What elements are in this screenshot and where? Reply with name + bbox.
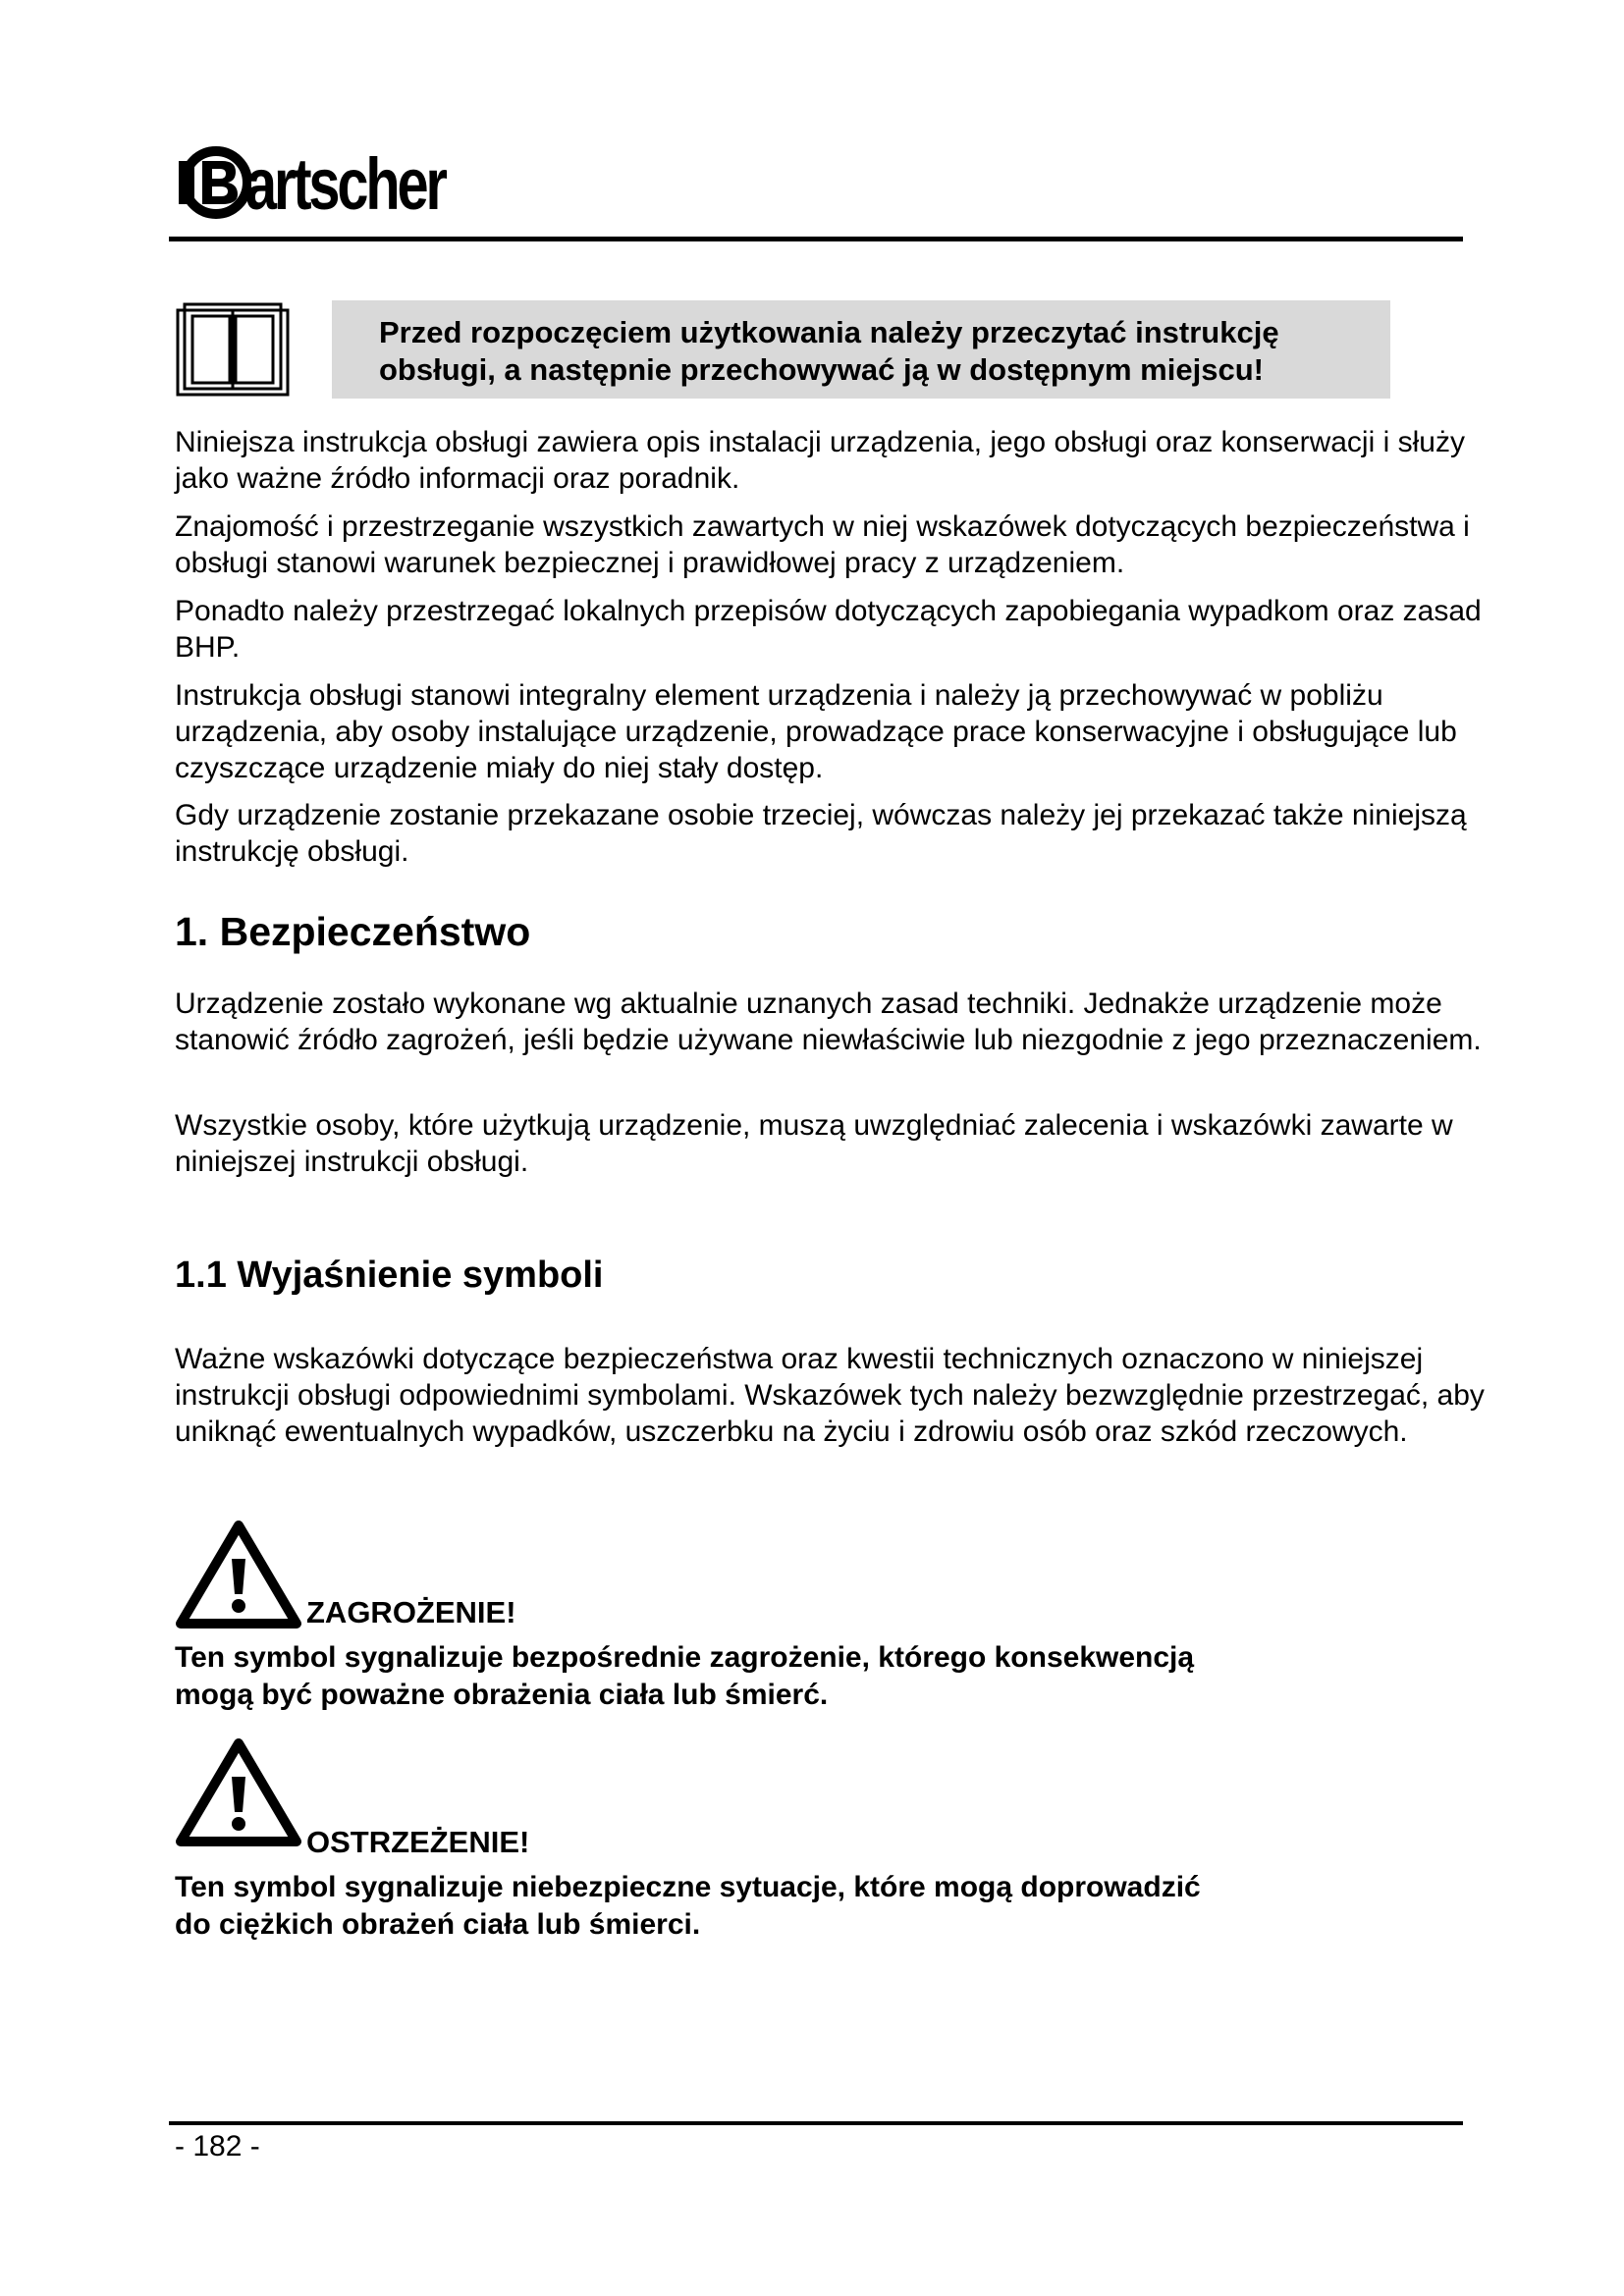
brand-name: artscher [245,143,445,225]
brand-logo [175,137,501,228]
section-heading: 1. Bezpieczeństwo [175,909,531,954]
page-number: - 182 - [175,2130,260,2163]
intro-paragraph: Znajomość i przestrzeganie wszystkich zawartych w niej wskazówek dotyczących bezpieczeństwa i obsługi stanowi warunek bezpiecznej i prawidłowej pracy z urządzeniem. [175,510,1470,579]
intro-paragraph: Niniejsza instrukcja obsługi zawiera opis instalacji urządzenia, jego obsługi oraz konserwacji i służy jako ważne źródło informacji oraz poradnik. [175,426,1465,495]
intro-paragraph: Ponadto należy przestrzegać lokalnych przepisów dotyczących zapobiegania wypadkom oraz zasad BHP. [175,595,1482,664]
danger-triangle-icon [175,1520,302,1629]
notice-line: obsługi, a następnie przechowywać ją w dostępnym miejscu! [379,352,1264,387]
warning-triangle-icon [175,1737,302,1847]
warning-description [175,1869,1451,1944]
section-paragraph: Urządzenie zostało wykonane wg aktualnie uznanych zasad techniki. Jednakże urządzenie może stanowić źródło zagrożeń, jeśli będzie używane niewłaściwie lub niezgodnie z jego przeznaczeniem. [175,988,1482,1056]
section-paragraph: Wszystkie osoby, które użytkują urządzenie, muszą uwzględniać zalecenia i wskazówki zawarte w niniejszej instrukcji obsługi. [175,1109,1453,1178]
open-book-icon [175,300,291,399]
subsection-heading: 1.1 Wyjaśnienie symboli [175,1255,604,1296]
warning-line: Ten symbol sygnalizuje bezpośrednie zagrożenie, którego konsekwencją [175,1641,1195,1674]
header-rule [169,237,1463,241]
notice-line: Przed rozpoczęciem użytkowania należy przeczytać instrukcję [379,315,1279,349]
warning-line: do ciężkich obrażeń ciała lub śmierci. [175,1908,701,1941]
warning-label: OSTRZEŻENIE! [306,1825,530,1859]
subsection-paragraph: Ważne wskazówki dotyczące bezpieczeństwa oraz kwestii technicznych oznaczono w niniejszej instrukcji obsługi odpowiednimi symbolami. Wskazówek tych należy bezwzględnie przestrzegać, aby uniknąć ewentualnych wypadków, uszczerbku na życiu i zdrowiu osób oraz szkód rzeczowych. [175,1343,1485,1448]
danger-description [175,1639,1451,1714]
bartscher-b-emblem-icon [175,137,251,228]
warning-line: Ten symbol sygnalizuje niebezpieczne sytuacje, które mogą doprowadzić [175,1871,1201,1903]
intro-paragraph: Instrukcja obsługi stanowi integralny element urządzenia i należy ją przechowywać w pobliżu urządzenia, aby osoby instalujące urządzenie, prowadzące prace konserwacyjne i obsługujące lub czyszczące urządzenie miały do niej stały dostęp. [175,679,1457,784]
intro-paragraph: Gdy urządzenie zostanie przekazane osobie trzeciej, wówczas należy jej przekazać także niniejszą instrukcję obsługi. [175,799,1467,868]
footer-rule [169,2121,1463,2125]
read-instructions-notice [332,300,1390,399]
warning-line: mogą być poważne obrażenia ciała lub śmierć. [175,1679,829,1711]
danger-label: ZAGROŻENIE! [306,1595,516,1629]
